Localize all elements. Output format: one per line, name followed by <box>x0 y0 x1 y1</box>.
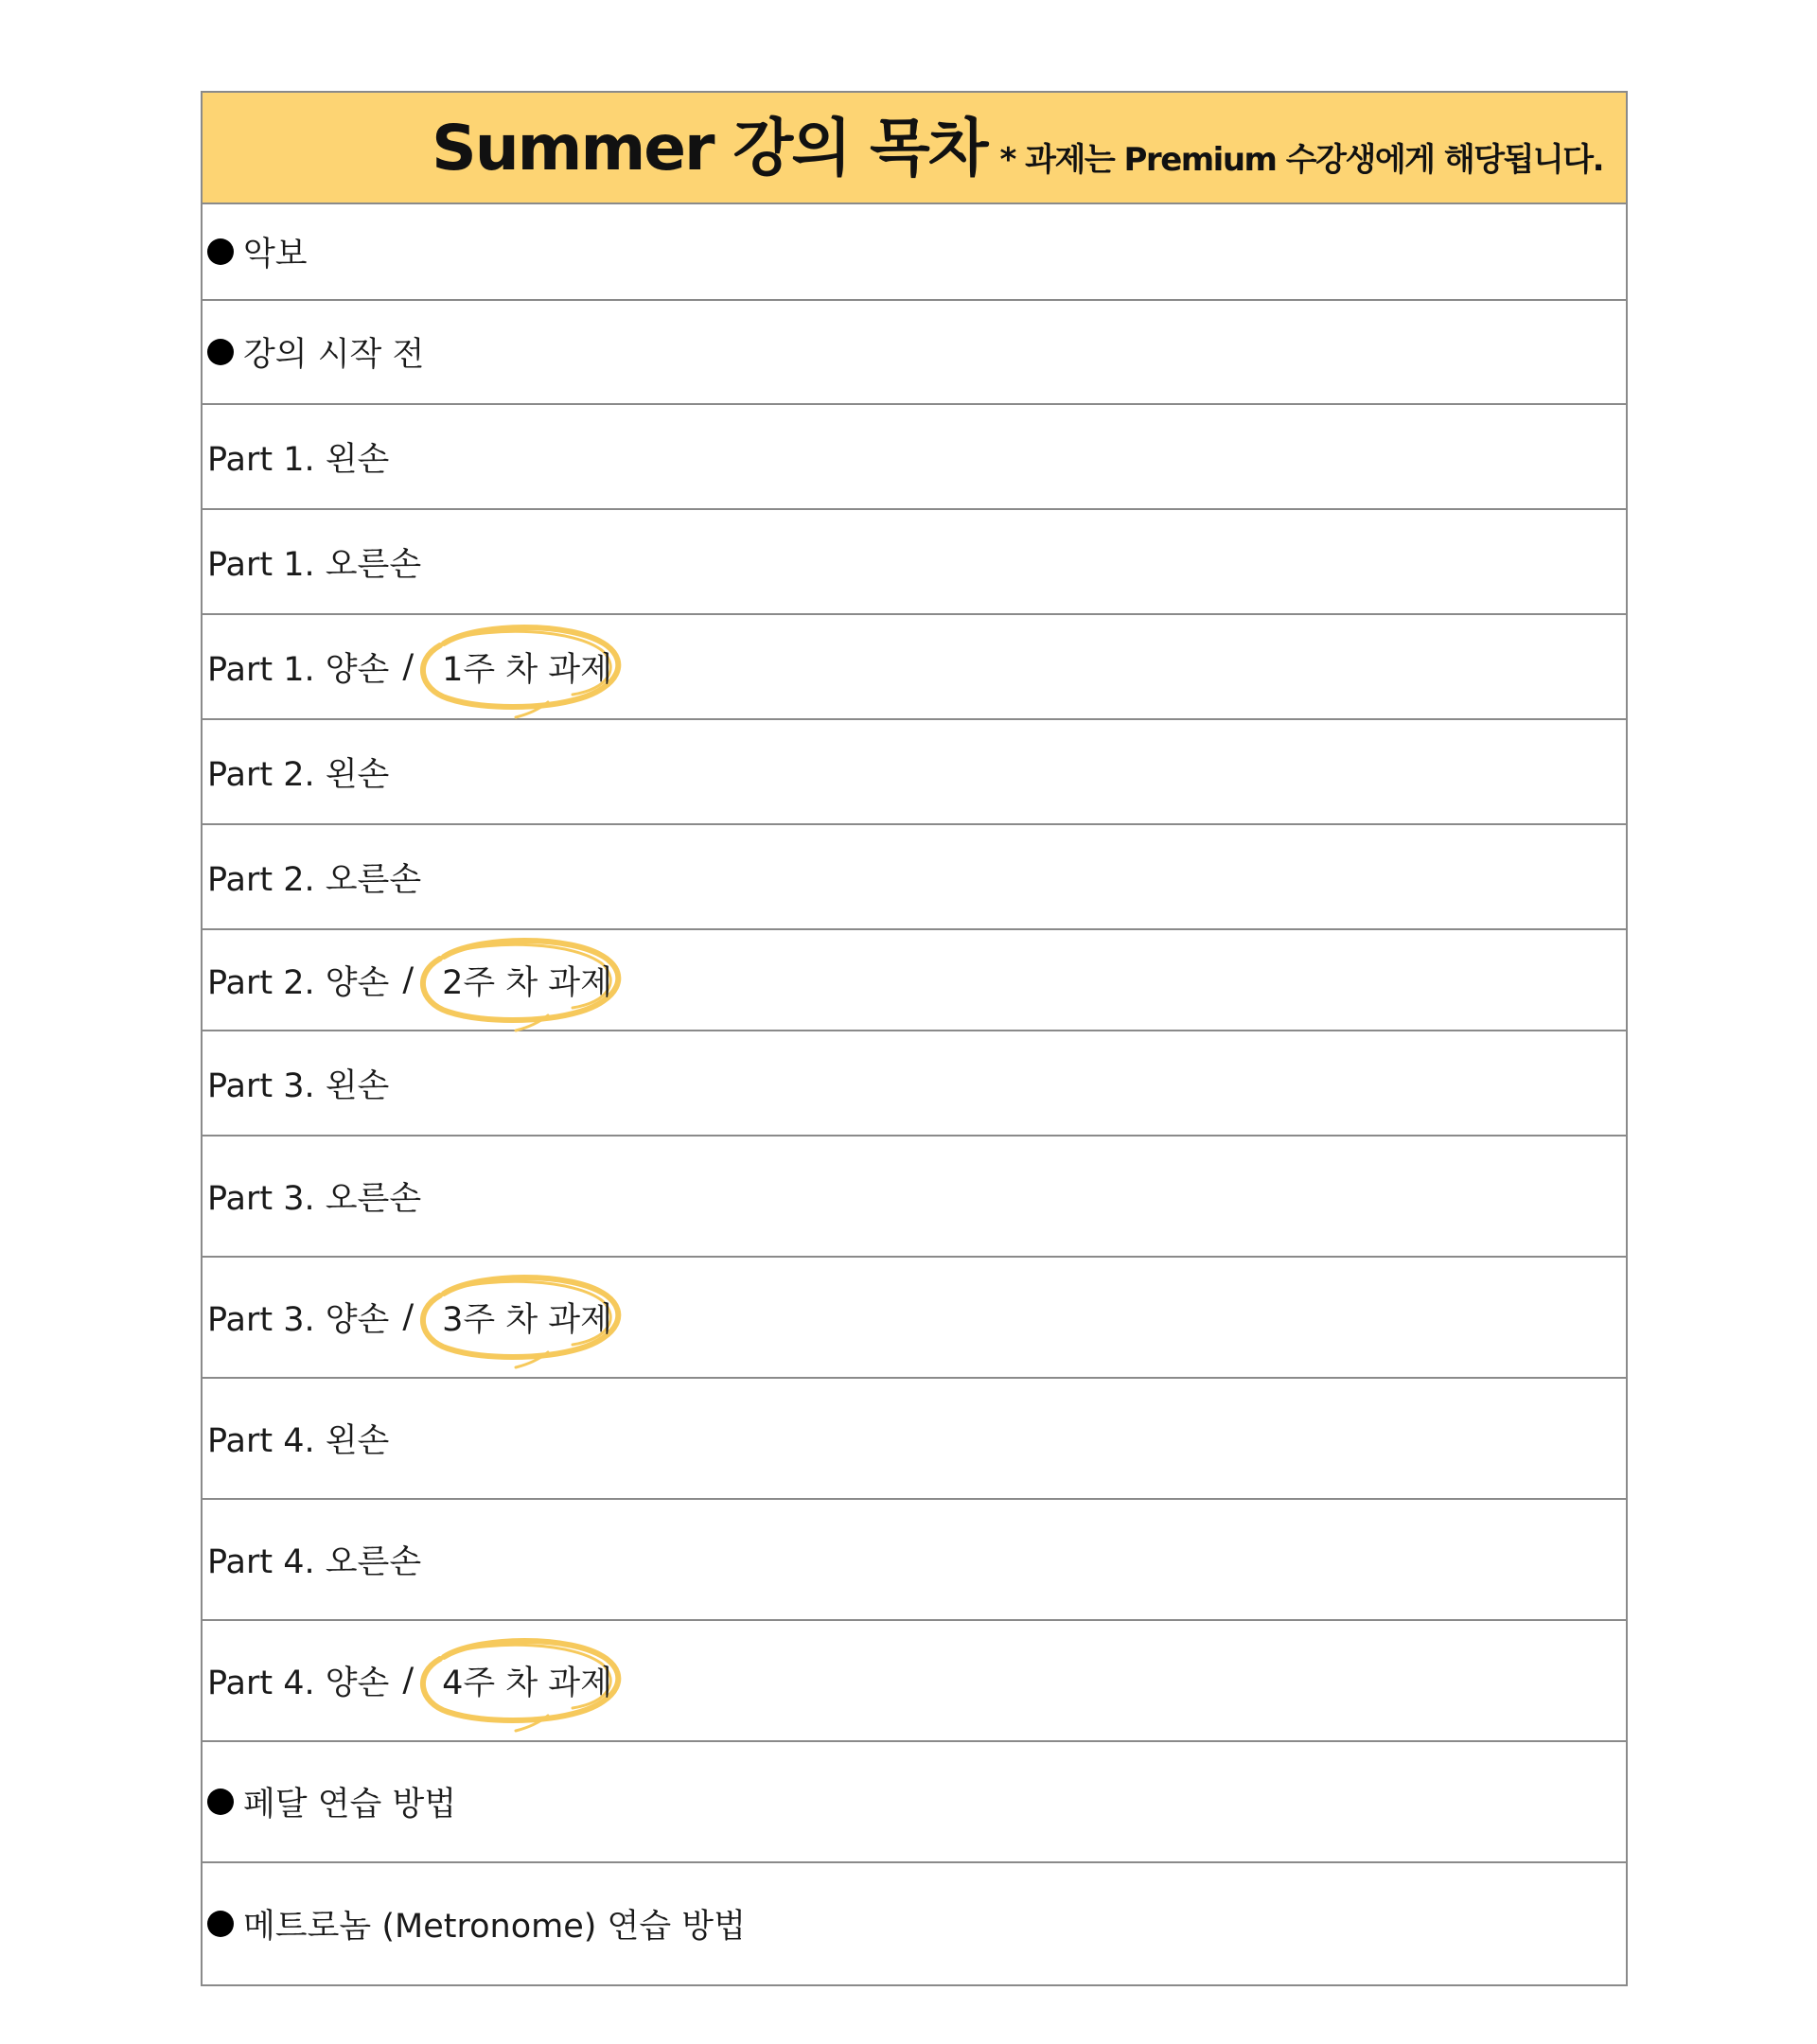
list-item[interactable] <box>203 1258 1626 1379</box>
separator: / <box>402 960 415 999</box>
item-label: Part 1. 오른손 <box>207 545 422 584</box>
item-label: Part 2. 양손 <box>207 963 390 1002</box>
item-label: Part 2. 왼손 <box>207 755 390 794</box>
item-label: 강의 시작 전 <box>243 336 425 374</box>
list-item[interactable] <box>203 510 1626 615</box>
assignment-label: 1주 차 과제 <box>442 650 612 689</box>
assignment-link[interactable] <box>438 1657 616 1704</box>
list-item[interactable] <box>203 1742 1626 1863</box>
assignment-link[interactable] <box>438 1294 616 1341</box>
list-item[interactable] <box>203 204 1626 301</box>
toc-header <box>203 93 1626 204</box>
bullet-icon <box>207 1911 234 1937</box>
assignment-link[interactable] <box>438 957 616 1004</box>
list-item[interactable] <box>203 1137 1626 1258</box>
item-label: Part 1. 양손 <box>207 650 390 689</box>
list-item[interactable] <box>203 1031 1626 1137</box>
separator: / <box>402 1298 415 1336</box>
list-item[interactable] <box>203 301 1626 405</box>
item-label: Part 1. 왼손 <box>207 440 390 479</box>
list-item[interactable] <box>203 1500 1626 1621</box>
item-label: Part 3. 왼손 <box>207 1066 390 1105</box>
item-label: 페달 연습 방법 <box>243 1786 457 1824</box>
separator: / <box>402 647 415 686</box>
assignment-label: 3주 차 과제 <box>442 1301 612 1339</box>
list-item[interactable] <box>203 405 1626 510</box>
item-label: Part 3. 양손 <box>207 1301 390 1339</box>
page-title: Summer 강의 목차 <box>432 112 987 185</box>
item-label: 메트로놈 (Metronome) 연습 방법 <box>243 1908 746 1946</box>
item-label: Part 2. 오른손 <box>207 860 422 899</box>
list-item[interactable] <box>203 615 1626 720</box>
separator: / <box>402 1662 415 1700</box>
list-item[interactable] <box>203 825 1626 930</box>
table-of-contents <box>201 91 1628 1986</box>
item-label: Part 4. 왼손 <box>207 1422 390 1460</box>
assignment-label: 2주 차 과제 <box>442 963 612 1002</box>
bullet-icon <box>207 1788 234 1815</box>
list-item[interactable] <box>203 720 1626 825</box>
assignment-link[interactable] <box>438 643 616 691</box>
item-label: 악보 <box>243 236 308 273</box>
list-item[interactable] <box>203 1863 1626 1984</box>
item-label: Part 3. 오른손 <box>207 1180 422 1218</box>
bullet-icon <box>207 339 234 365</box>
bullet-icon <box>207 238 234 265</box>
list-item[interactable] <box>203 1621 1626 1742</box>
assignment-label: 4주 차 과제 <box>442 1665 612 1702</box>
list-item[interactable] <box>203 1379 1626 1500</box>
item-label: Part 4. 오른손 <box>207 1543 422 1581</box>
list-item[interactable] <box>203 930 1626 1031</box>
item-label: Part 4. 양손 <box>207 1665 390 1702</box>
premium-note: * 과제는 Premium 수강생에게 해당됩니다. <box>999 141 1603 179</box>
